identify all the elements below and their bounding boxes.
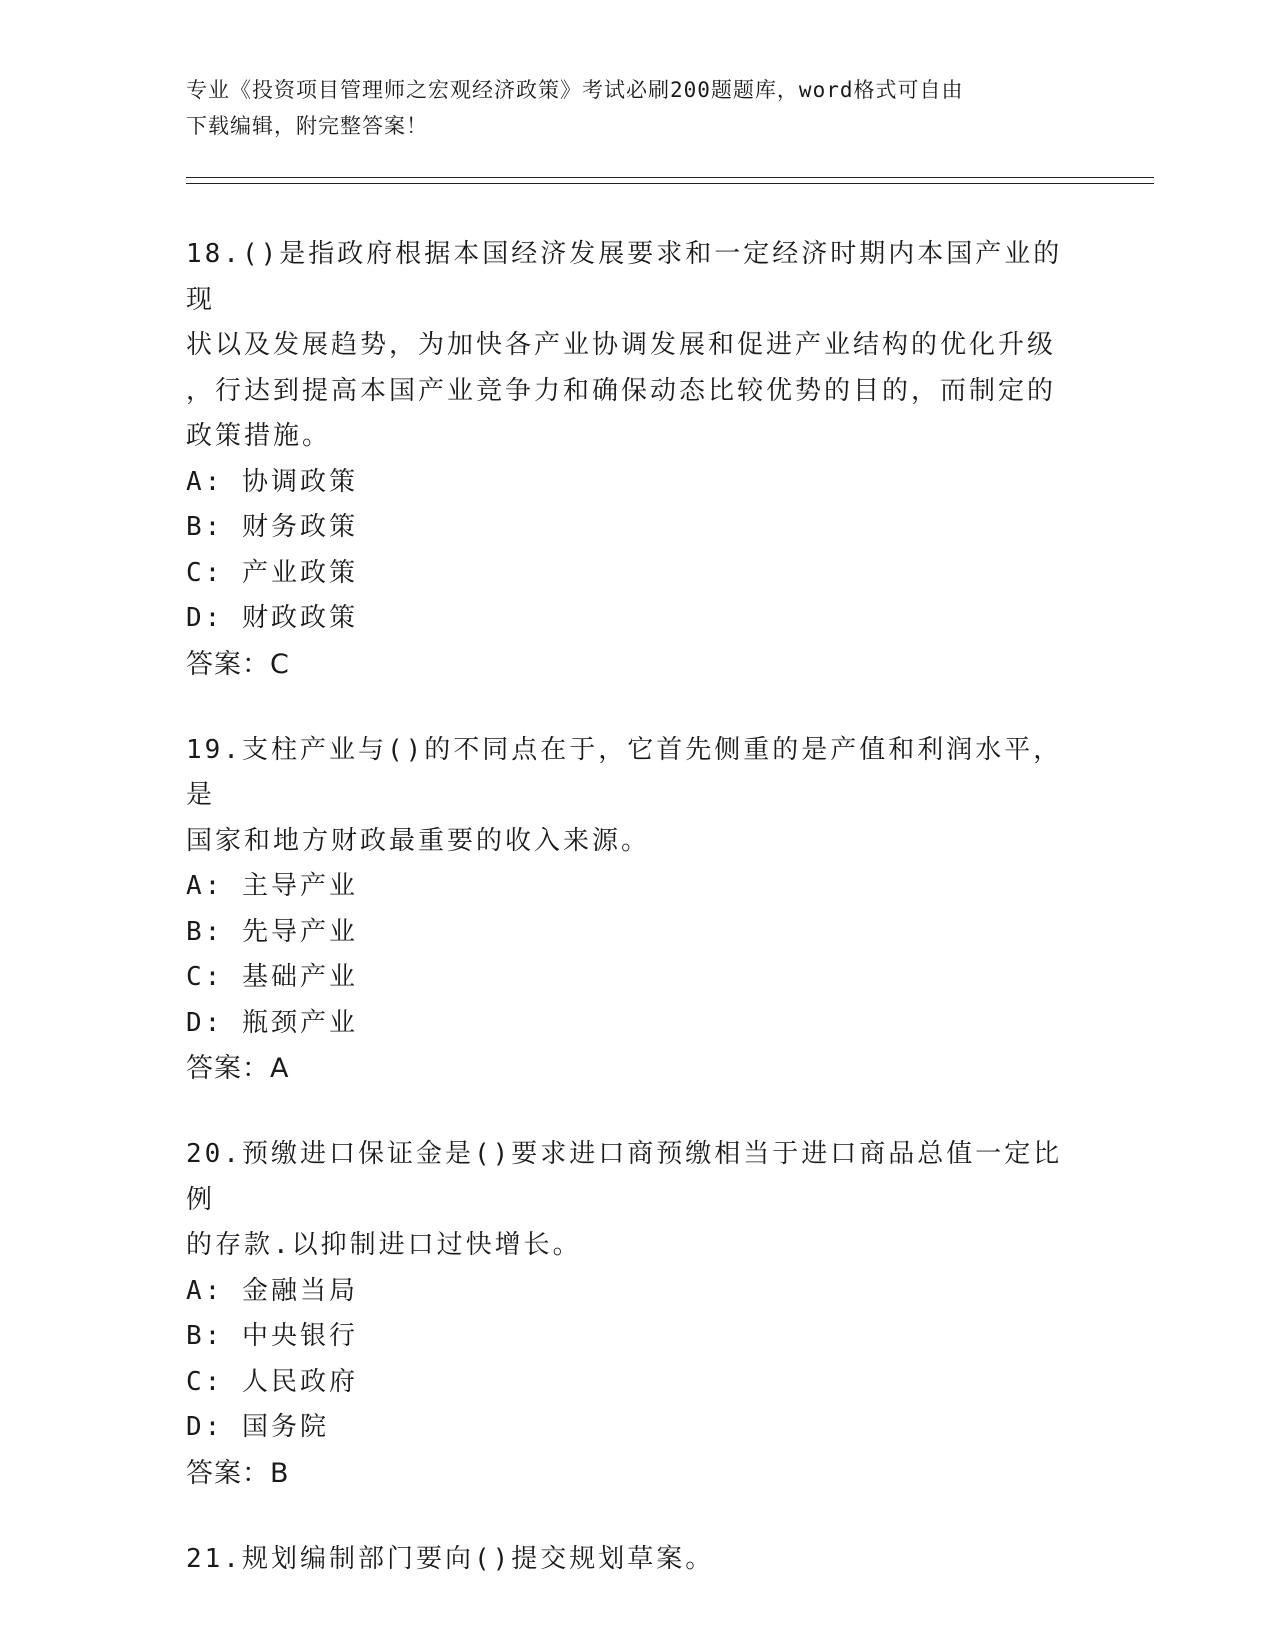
- answer-line: 答案：B: [186, 1457, 290, 1489]
- question-stem: [186, 232, 1086, 460]
- option-c: C: 产业政策: [186, 557, 358, 588]
- document-header: [186, 72, 1066, 144]
- stem-line: 的存款.以抑制进口过快增长。: [186, 1230, 582, 1260]
- header-rule-bottom: [186, 183, 1154, 184]
- option-b: B: 先导产业: [186, 916, 358, 947]
- option-a: A: 金融当局: [186, 1275, 358, 1306]
- stem-line: 政策措施。: [186, 421, 332, 451]
- answer-line: 答案：C: [186, 648, 290, 680]
- header-line: 下载编辑，附完整答案！: [186, 114, 428, 138]
- question-stem: [186, 1537, 1086, 1583]
- stem-line: 国家和地方财政最重要的收入来源。: [186, 825, 651, 856]
- question-19: [186, 728, 1086, 1093]
- option-b: B: 财务政策: [186, 512, 358, 542]
- answer-line: 答案：A: [186, 1053, 290, 1084]
- header-line: 专业《投资项目管理师之宏观经济政策》考试必刷200题题库，word格式可自由: [186, 78, 964, 102]
- question-18: [186, 232, 1086, 688]
- option-a: A: 主导产业: [186, 871, 358, 901]
- question-stem: [186, 1132, 1086, 1269]
- option-c: C: 人民政府: [186, 1366, 358, 1397]
- stem-line: 19.支柱产业与()的不同点在于，它首先侧重的是产值和利润水平，是: [186, 734, 1063, 810]
- option-b: B: 中央银行: [186, 1321, 358, 1351]
- stem-line: 20.预缴进口保证金是()要求进口商预缴相当于进口商品总值一定比例: [186, 1139, 1063, 1215]
- option-d: D: 财政政策: [186, 603, 358, 633]
- question-stem: [186, 728, 1086, 865]
- stem-line: 状以及发展趋势，为加快各产业协调发展和促进产业结构的优化升级: [186, 330, 1057, 360]
- question-20: [186, 1132, 1086, 1497]
- stem-line: 21.规划编制部门要向()提交规划草案。: [186, 1543, 715, 1574]
- question-21: [186, 1537, 1086, 1583]
- option-c: C: 基础产业: [186, 962, 358, 992]
- stem-line: ，行达到提高本国产业竞争力和确保动态比较优势的目的，而制定的: [186, 375, 1057, 406]
- option-d: D: 国务院: [186, 1412, 329, 1442]
- option-a: A: 协调政策: [186, 466, 358, 497]
- stem-line: 18.()是指政府根据本国经济发展要求和一定经济时期内本国产业的现: [186, 239, 1063, 315]
- option-d: D: 瓶颈产业: [186, 1007, 358, 1038]
- question-list: [186, 232, 1086, 1622]
- header-rule-top: [186, 177, 1154, 178]
